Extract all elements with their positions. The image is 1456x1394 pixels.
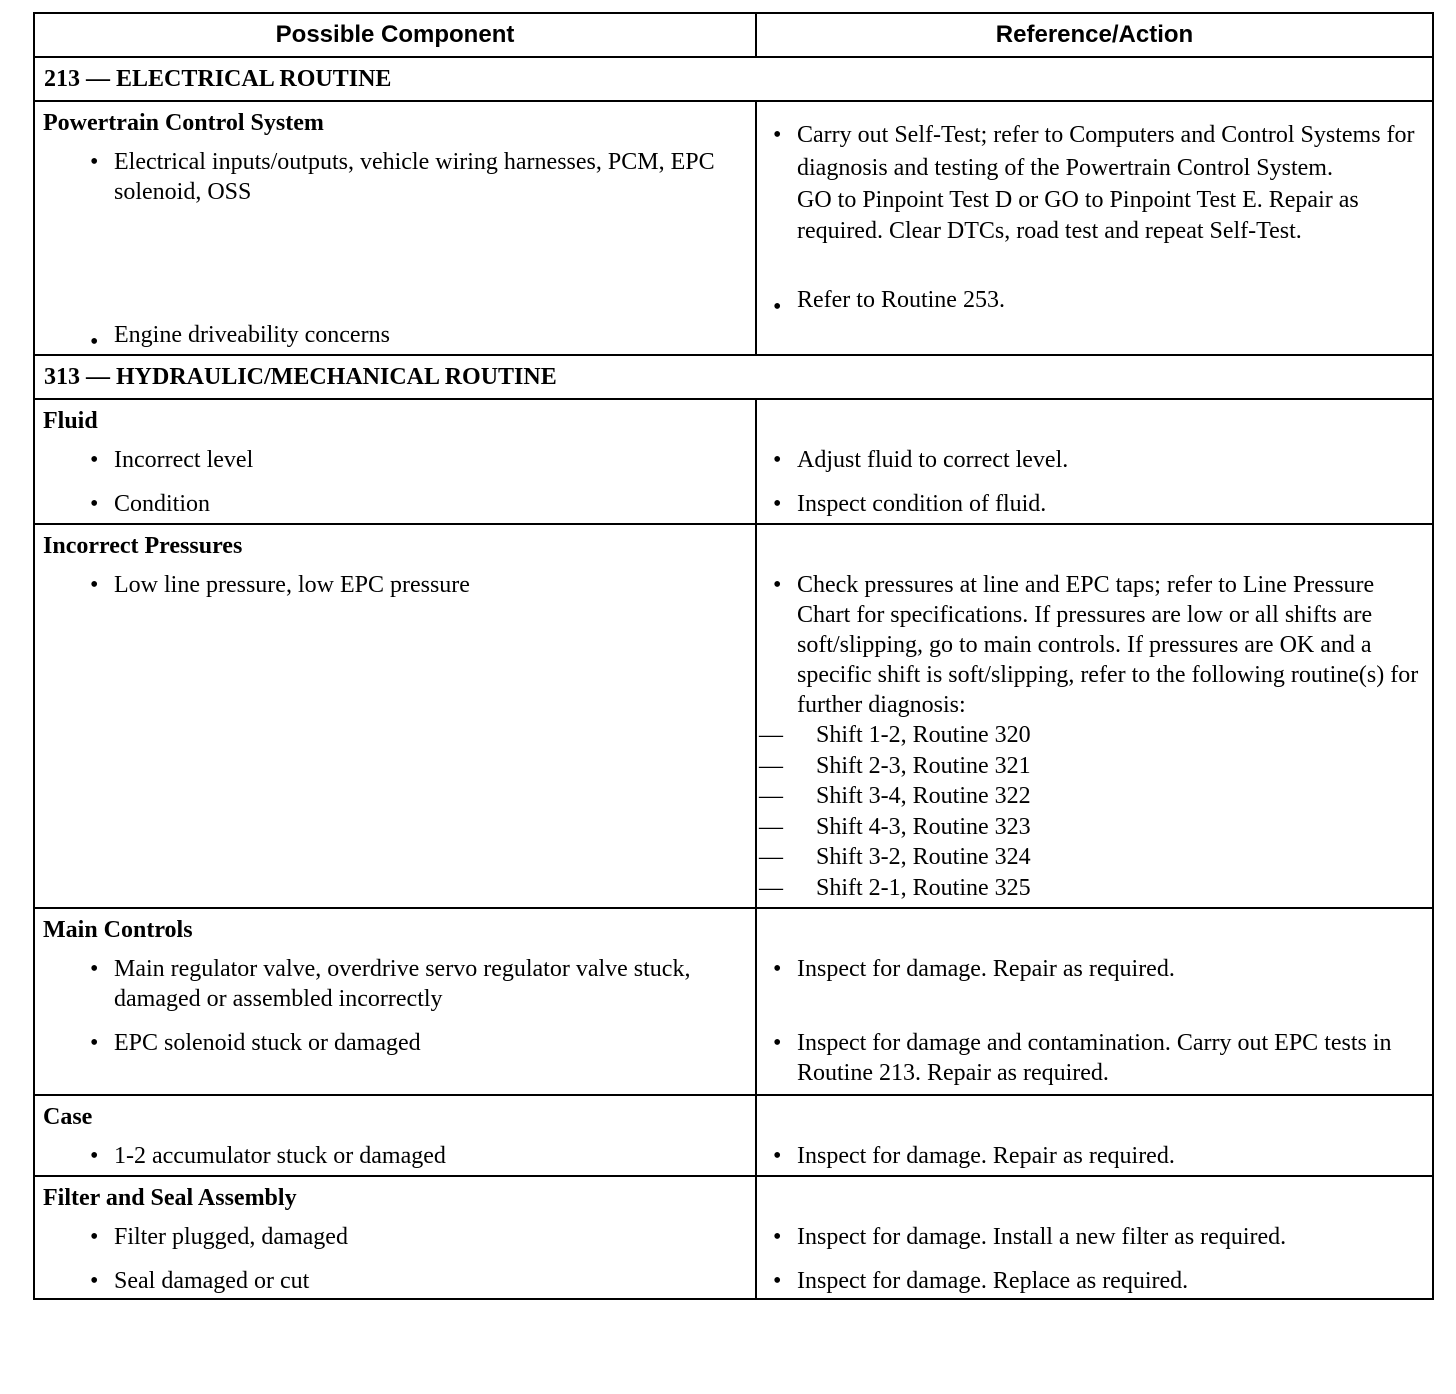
spacer [765, 1096, 1424, 1134]
group-title: Incorrect Pressures [43, 533, 243, 559]
sub-item-list [765, 720, 1424, 907]
header-possible-component: Possible Component [34, 13, 756, 57]
component-cell [34, 1095, 756, 1176]
group-title: Filter and Seal Assembly [43, 1185, 297, 1211]
group-row-fluid [34, 399, 1433, 524]
component-cell [34, 908, 756, 1095]
component-item: • Incorrect level [43, 438, 747, 482]
component-item: • Filter plugged, damaged [43, 1215, 747, 1259]
sub-item: — Shift 3-4, Routine 322 [765, 781, 1424, 812]
action-item [765, 285, 1424, 319]
action-cell [756, 399, 1433, 524]
component-item: • Seal damaged or cut [43, 1259, 747, 1298]
sub-item: — Shift 3-2, Routine 324 [765, 842, 1424, 873]
sub-item: — Shift 2-1, Routine 325 [765, 873, 1424, 904]
group-title: Fluid [43, 408, 98, 434]
action-item: • Inspect for damage and contamination. Carry out EPC tests in Routine 213. Repair as required. [765, 1021, 1424, 1092]
sub-item: — Shift 1-2, Routine 320 [765, 720, 1424, 751]
spacer [765, 1177, 1424, 1215]
spacer [765, 909, 1424, 947]
component-item: • Electrical inputs/outputs, vehicle wiring harnesses, PCM, EPC solenoid, OSS [43, 140, 747, 214]
spacer [765, 400, 1424, 438]
action-item: • Inspect for damage. Replace as required. [765, 1259, 1424, 1298]
spacer [43, 214, 747, 320]
group-title: Powertrain Control System [43, 110, 324, 136]
component-cell [34, 101, 756, 355]
group-row-main-controls [34, 908, 1433, 1095]
action-item: • Inspect for damage. Install a new filter as required. [765, 1215, 1424, 1259]
action-item: • Adjust fluid to correct level. [765, 438, 1424, 482]
group-row-filter-seal [34, 1176, 1433, 1299]
section-title: 213 — ELECTRICAL ROUTINE [34, 57, 1433, 101]
component-item [43, 320, 747, 354]
action-item: • Check pressures at line and EPC taps; refer to Line Pressure Chart for specifications. If pressures are low or all shifts are soft/slipping, go to main controls. If pressures are OK and a specific shift is soft/slipping, refer to the following routine(s) for further diagnosis: [765, 563, 1424, 720]
component-cell [34, 1176, 756, 1299]
header-reference-action: Reference/Action [756, 13, 1433, 57]
component-cell [34, 524, 756, 908]
action-text: GO to Pinpoint Test D or GO to Pinpoint Test E. Repair as required. Clear DTCs, road test and repeat Self-Test. [797, 187, 1359, 244]
section-title: 313 — HYDRAULIC/MECHANICAL ROUTINE [34, 355, 1433, 399]
sub-item: — Shift 2-3, Routine 321 [765, 751, 1424, 782]
action-cell [756, 908, 1433, 1095]
component-item: • 1-2 accumulator stuck or damaged [43, 1134, 747, 1175]
section-row-313 [34, 355, 1433, 399]
action-cell [756, 101, 1433, 355]
component-item: • Main regulator valve, overdrive servo regulator valve stuck, damaged or assembled incorrectly [43, 947, 747, 1021]
diagnostic-table [33, 12, 1434, 1300]
action-text: Refer to Routine 253. [797, 287, 1005, 313]
sub-item: — Shift 4-3, Routine 323 [765, 812, 1424, 843]
component-item: • EPC solenoid stuck or damaged [43, 1021, 747, 1094]
action-item: • Inspect for damage. Repair as required. [765, 947, 1424, 1021]
component-text: Engine driveability concerns [114, 322, 390, 348]
action-item: • Inspect condition of fluid. [765, 482, 1424, 523]
spacer [765, 247, 1424, 285]
header-row [34, 13, 1433, 57]
component-item: • Condition [43, 482, 747, 523]
action-cell [756, 1176, 1433, 1299]
group-row-case [34, 1095, 1433, 1176]
component-item: • Low line pressure, low EPC pressure [43, 563, 747, 607]
action-item [765, 102, 1424, 247]
action-text: • Carry out Self-Test; refer to Computers and Control Systems for diagnosis and testing of the Powertrain Control System. [797, 122, 1415, 181]
group-title: Main Controls [43, 917, 193, 943]
action-item: • Inspect for damage. Repair as required. [765, 1134, 1424, 1175]
section-row-213 [34, 57, 1433, 101]
group-row-powertrain [34, 101, 1433, 355]
group-title: Case [43, 1104, 93, 1130]
action-cell [756, 1095, 1433, 1176]
spacer [765, 525, 1424, 563]
action-cell [756, 524, 1433, 908]
component-cell [34, 399, 756, 524]
group-row-incorrect-pressures [34, 524, 1433, 908]
